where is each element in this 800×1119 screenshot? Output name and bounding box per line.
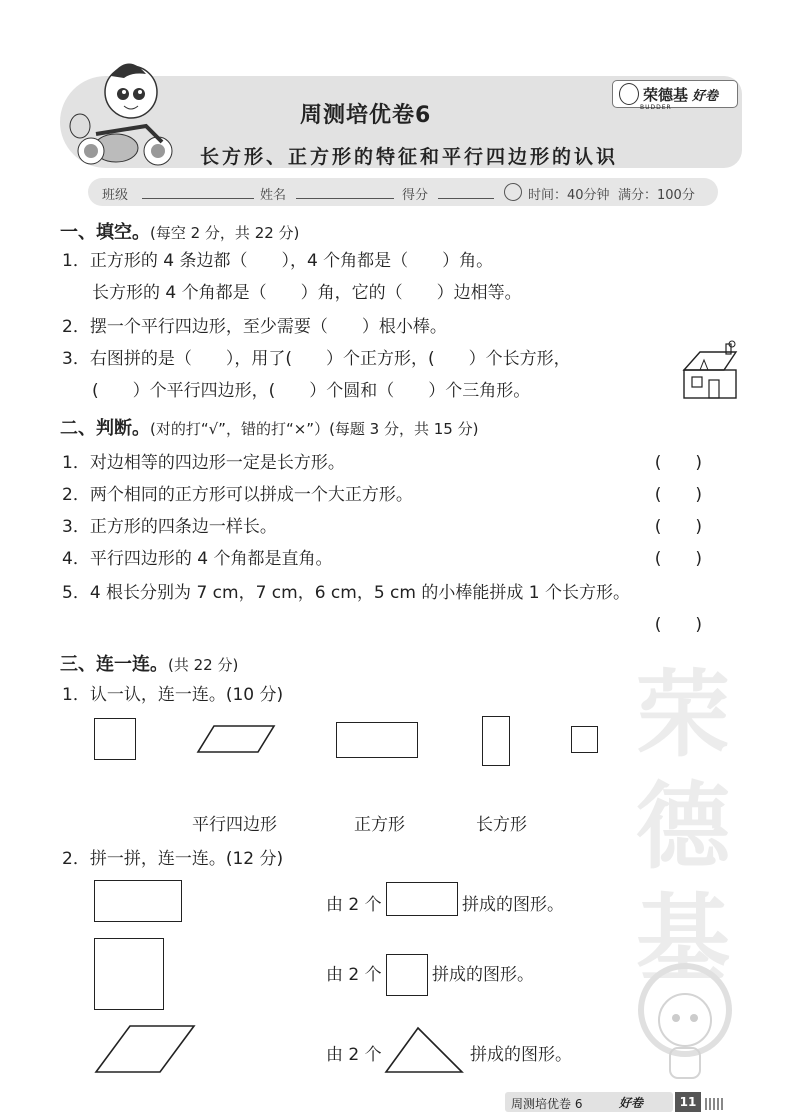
square-shape[interactable] — [94, 718, 136, 760]
by2-label-3: 由 2 个 — [326, 1045, 382, 1065]
mascot-icon — [66, 56, 186, 168]
name-label: 姓名 — [260, 188, 287, 203]
s2-answer-5[interactable]: () — [654, 615, 736, 635]
brand-name: 荣德基 — [643, 85, 689, 104]
time-label: 时间：40分钟 — [528, 188, 610, 203]
class-label: 班级 — [102, 188, 129, 203]
brand-en: BUDDER — [640, 104, 672, 111]
house-figure — [680, 340, 742, 402]
made-label-2[interactable]: 拼成的图形。 — [432, 965, 534, 985]
s1-q3a: 3．右图拼的是（ ），用了( ）个正方形，( ）个长方形， — [62, 349, 571, 369]
s2-item-4: 4．平行四边形的 4 个角都是直角。 — [62, 549, 333, 569]
s2-answer-2[interactable]: () — [654, 485, 736, 505]
s2-item-1: 1．对边相等的四边形一定是长方形。 — [62, 453, 345, 473]
s1-q1a: 1．正方形的 4 条边都（ ），4 个角都是（ ）角。 — [62, 251, 494, 271]
s3-q1: 1．认一认，连一连。(10 分) — [62, 685, 284, 705]
section-1-title — [60, 218, 299, 244]
s3-q2: 2．拼一拼，连一连。(12 分) — [62, 849, 284, 869]
by2-label-1: 由 2 个 — [326, 895, 382, 915]
piece-rectangle-shape — [386, 882, 458, 916]
section-1-heading: 一、填空。 — [60, 222, 150, 243]
rectangle-shape[interactable] — [336, 722, 418, 758]
s1-q2: 2．摆一个平行四边形，至少需要（ ）根小棒。 — [62, 317, 447, 337]
name-blank — [296, 184, 394, 199]
section-3-note: (共 22 分) — [168, 656, 239, 674]
info-bar — [88, 178, 718, 206]
score-blank — [438, 184, 494, 199]
brand-logo — [612, 80, 738, 108]
label-square[interactable]: 正方形 — [354, 815, 405, 835]
section-3-heading: 三、连一连。 — [60, 654, 168, 675]
by2-label-2: 由 2 个 — [326, 965, 382, 985]
combined-square-shape[interactable] — [94, 938, 164, 1010]
small-square-shape[interactable] — [571, 726, 598, 753]
mascot-bottom-icon — [630, 960, 740, 1090]
page-number: 11 — [675, 1092, 701, 1112]
page-title: 周测培优卷6 — [300, 103, 432, 128]
parallelogram-shape[interactable] — [196, 724, 276, 754]
piece-triangle-shape — [384, 1026, 464, 1074]
s1-q3b: ( ）个平行四边形，( ）个圆和（ ）个三角形。 — [92, 381, 531, 401]
s2-answer-3[interactable]: () — [654, 517, 736, 537]
s2-item-3: 3．正方形的四条边一样长。 — [62, 517, 277, 537]
made-label-1[interactable]: 拼成的图形。 — [462, 895, 564, 915]
label-parallelogram[interactable]: 平行四边形 — [192, 815, 277, 835]
made-label-3[interactable]: 拼成的图形。 — [470, 1045, 572, 1065]
s2-item-5: 5．4 根长分别为 7 cm，7 cm，6 cm，5 cm 的小棒能拼成 1 个长方形。 — [62, 583, 630, 603]
brand-tag: 好卷 — [692, 88, 719, 104]
piece-square-shape — [386, 954, 428, 996]
s2-answer-4[interactable]: () — [654, 549, 736, 569]
combined-parallelogram-shape[interactable] — [94, 1024, 196, 1074]
footer-label: 周测培优卷 6 — [511, 1097, 583, 1111]
section-2-title — [60, 414, 478, 440]
brand-face-icon — [619, 83, 639, 105]
page-subtitle: 长方形、正方形的特征和平行四边形的认识 — [200, 146, 619, 168]
combined-rectangle-shape[interactable] — [94, 880, 182, 922]
score-label: 得分 — [402, 188, 429, 203]
section-3-title — [60, 650, 238, 676]
watermark: 荣德基 — [635, 661, 730, 994]
s1-q1b: 长方形的 4 个角都是（ ）角，它的（ ）边相等。 — [92, 283, 522, 303]
footer — [505, 1092, 725, 1112]
tall-rectangle-shape[interactable] — [482, 716, 510, 766]
class-blank — [142, 184, 254, 199]
clock-icon — [504, 183, 522, 201]
s2-item-2: 2．两个相同的正方形可以拼成一个大正方形。 — [62, 485, 413, 505]
section-2-heading: 二、判断。 — [60, 418, 150, 439]
section-2-note: (对的打“√”，错的打“×”）(每题 3 分，共 15 分) — [150, 420, 479, 438]
footer-bars-icon — [705, 1098, 723, 1110]
footer-tag: 好卷 — [619, 1096, 644, 1110]
label-rectangle[interactable]: 长方形 — [476, 815, 527, 835]
section-1-note: (每空 2 分，共 22 分) — [150, 224, 300, 242]
full-score-label: 满分：100分 — [618, 188, 695, 203]
s2-answer-1[interactable]: () — [654, 453, 736, 473]
